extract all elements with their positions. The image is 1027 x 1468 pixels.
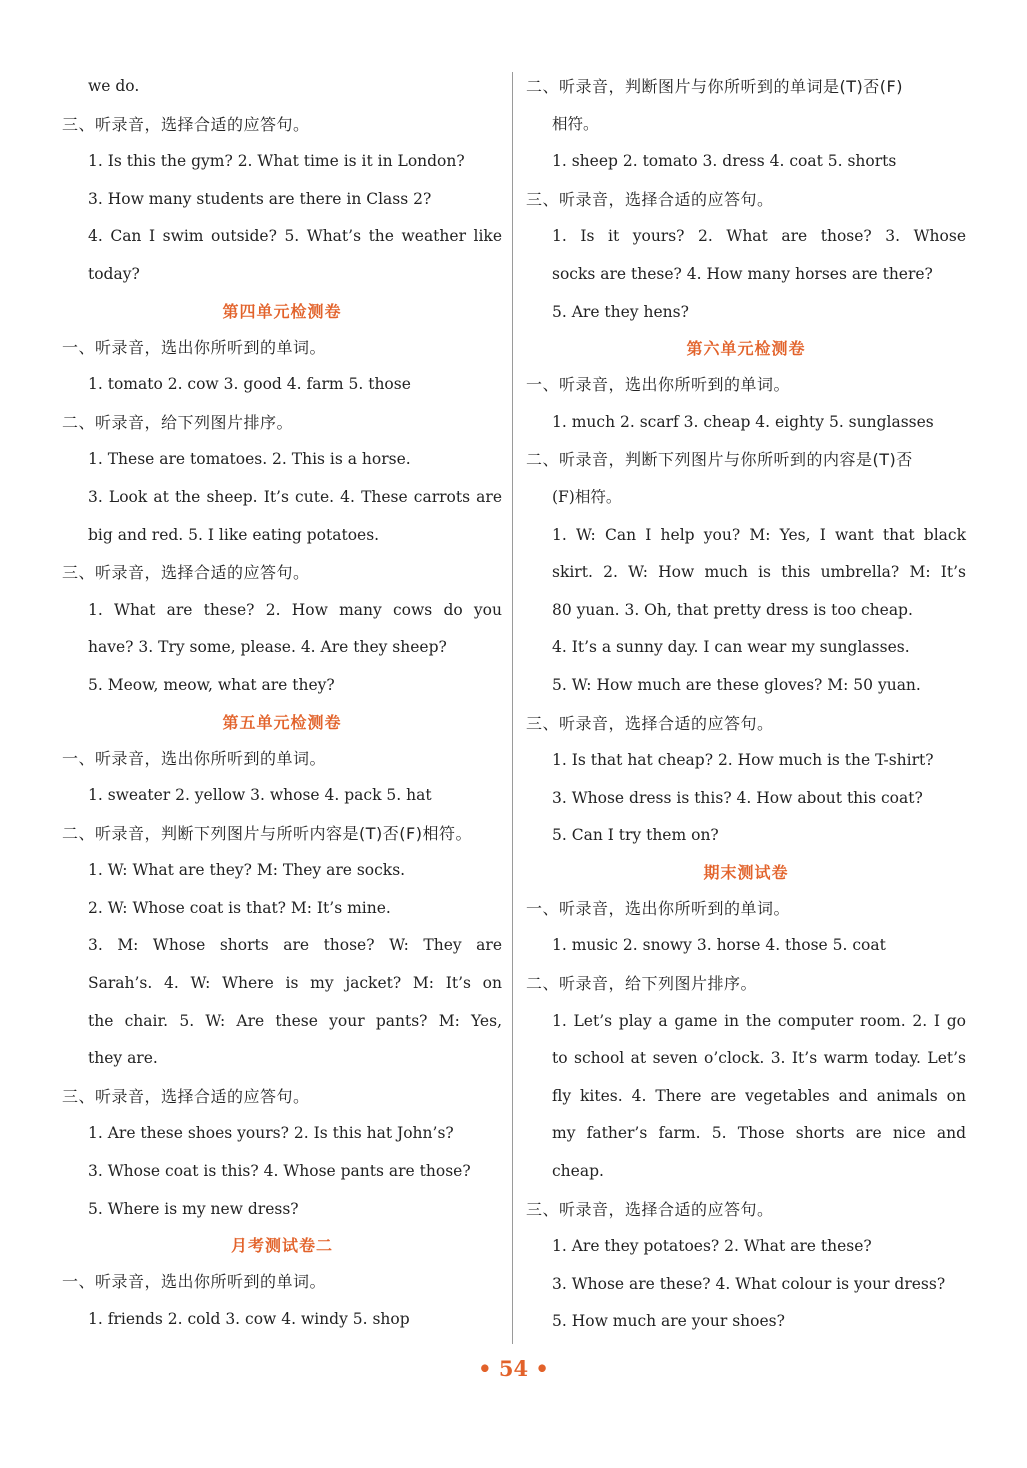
text-line: 1. friends 2. cold 3. cow 4. windy 5. shop [88,1309,410,1328]
text-line: 5. Are they hens? [552,302,689,321]
text-line: 1. tomato 2. cow 3. good 4. farm 5. those [88,375,411,394]
text-line: 3. M: Whose shorts are those? W: They are [88,936,502,955]
section-heading: 一、听录音，选出你所听到的单词。 [62,748,327,768]
section-heading: 一、听录音，选出你所听到的单词。 [526,375,791,395]
unit-title: 第五单元检测卷 [222,712,342,732]
text-line: 3. Whose dress is this? 4. How about this coat? [552,788,923,807]
text-line: 1. Are these shoes yours? 2. Is this hat John’s? [88,1124,454,1143]
text-line: 5. W: How much are these gloves? M: 50 yuan. [552,675,921,694]
text-line: 1. sheep 2. tomato 3. dress 4. coat 5. shorts [552,152,897,171]
text-line: today? [88,264,140,283]
column-divider [512,72,513,1344]
text-line: 1. much 2. scarf 3. cheap 4. eighty 5. sunglasses [552,412,934,431]
page-number: • 54 • [478,1356,549,1381]
text-line: 1. Is it yours? 2. What are those? 3. Whose [552,227,966,246]
text-line: we do. [88,77,140,95]
text-line: 3. How many students are there in Class 2? [88,189,432,208]
text-line: 1. W: Can I help you? M: Yes, I want that black [552,525,966,544]
text-line: socks are these? 4. How many horses are there? [552,264,933,283]
section-heading: 一、听录音，选出你所听到的单词。 [62,337,327,357]
section-heading: 二、听录音，判断下列图片与你所听到的内容是(T)否 [526,450,913,470]
text-line: 80 yuan. 3. Oh, that pretty dress is too cheap. [552,600,913,619]
text-line: have? 3. Try some, please. 4. Are they sheep? [88,638,447,657]
unit-title: 期末测试卷 [703,862,789,882]
text-line: 5. Can I try them on? [552,826,719,845]
text-line: 1. Let’s play a game in the computer room. 2. I go [552,1011,966,1030]
section-heading: 一、听录音，选出你所听到的单词。 [526,898,791,918]
text-line: Sarah’s. 4. W: Where is my jacket? M: It’s on [88,974,502,993]
text-line: 1. Is this the gym? 2. What time is it in London? [88,152,465,171]
text-line: (F)相符。 [552,487,622,506]
text-line: they are. [88,1049,158,1068]
text-line: the chair. 5. W: Are these your pants? M: Yes, [88,1011,502,1030]
text-line: 2. W: Whose coat is that? M: It’s mine. [88,898,391,917]
text-line: 1. music 2. snowy 3. horse 4. those 5. coat [552,936,886,955]
text-line: 4. It’s a sunny day. I can wear my sunglasses. [552,638,910,657]
section-heading: 二、听录音，判断下列图片与所听内容是(T)否(F)相符。 [62,823,472,843]
text-line: 1. These are tomatoes. 2. This is a horse. [88,450,411,469]
text-line: 5. Meow, meow, what are they? [88,675,335,694]
right-column [526,68,966,1341]
section-heading: 二、听录音，给下列图片排序。 [62,412,294,432]
section-heading: 三、听录音，选择合适的应答句。 [526,1199,774,1219]
text-line: 4. Can I swim outside? 5. What’s the weather like [88,227,502,246]
section-heading: 三、听录音，选择合适的应答句。 [526,189,774,209]
unit-title: 第四单元检测卷 [222,301,342,321]
text-line: 1. sweater 2. yellow 3. whose 4. pack 5. hat [88,786,432,805]
text-line: 5. How much are your shoes? [552,1312,785,1331]
text-line: 1. Are they potatoes? 2. What are these? [552,1237,872,1256]
text-line: my father’s farm. 5. Those shorts are nice and [552,1124,966,1143]
text-line: 1. Is that hat cheap? 2. How much is the T-shirt? [552,751,934,770]
left-column [62,68,502,1338]
section-heading: 二、听录音，给下列图片排序。 [526,974,758,994]
text-line: skirt. 2. W: How much is this umbrella? M: It’s [552,563,966,582]
text-line: big and red. 5. I like eating potatoes. [88,525,380,544]
text-line: cheap. [552,1162,604,1181]
text-line: 5. Where is my new dress? [88,1199,299,1218]
text-line: 3. Look at the sheep. It’s cute. 4. These carrots are [88,487,502,506]
section-heading: 三、听录音，选择合适的应答句。 [62,563,310,583]
section-heading: 三、听录音，选择合适的应答句。 [526,713,774,733]
text-line: fly kites. 4. There are vegetables and animals on [552,1086,966,1105]
section-heading: 三、听录音，选择合适的应答句。 [62,1086,310,1106]
text-line: to school at seven o’clock. 3. It’s warm today. Let’s [552,1049,966,1068]
unit-title: 月考测试卷二 [230,1236,333,1256]
text-line: 相符。 [552,114,599,133]
unit-title: 第六单元检测卷 [686,339,806,359]
text-line: 3. Whose coat is this? 4. Whose pants are those? [88,1162,471,1181]
text-line: 1. W: What are they? M: They are socks. [88,861,406,880]
text-line: 1. What are these? 2. How many cows do you [88,600,502,619]
section-heading: 二、听录音，判断图片与你所听到的单词是(T)否(F) [526,77,903,96]
section-heading: 三、听录音，选择合适的应答句。 [62,114,310,134]
section-heading: 一、听录音，选出你所听到的单词。 [62,1272,327,1292]
text-line: 3. Whose are these? 4. What colour is your dress? [552,1274,946,1293]
